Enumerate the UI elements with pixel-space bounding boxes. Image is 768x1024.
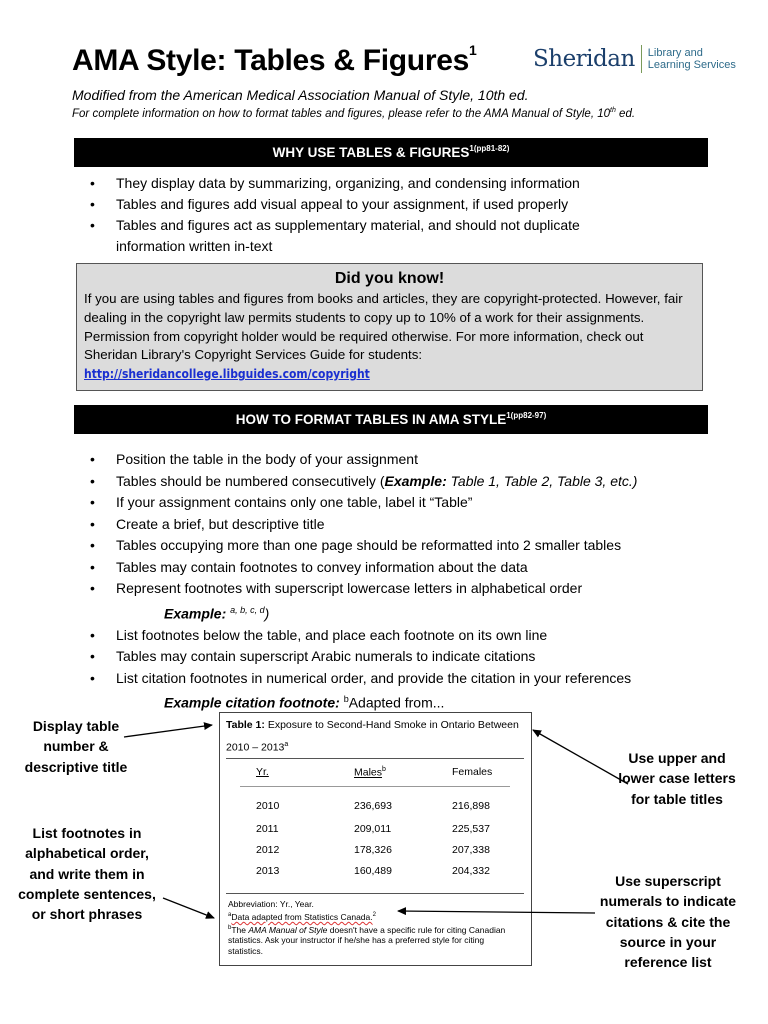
col-header-yr: Yr. — [256, 766, 269, 778]
arrow — [163, 898, 214, 918]
table-cell: 204,332 — [452, 865, 490, 877]
callout-citations: Use superscript numerals to indicate citations & cite the source in your reference list — [599, 873, 737, 971]
list-item: • Represent footnotes with superscript lowercase letters in alphabetical order — [88, 578, 728, 600]
table-cell: 216,898 — [452, 800, 490, 812]
table-footnote: $^a$Data adapted from Statistics Canada.$^2$ — [228, 911, 376, 922]
list-item: • Tables may contain superscript Arabic numerals to indicate citations — [88, 646, 728, 668]
subtitle-note: For complete information on how to format tables and figures, please refer to the AMA Manual of Style, 10th ed. — [72, 107, 636, 120]
callout-title-case: Use upper and lower case letters for table titles — [618, 750, 736, 807]
list-item: • If your assignment contains only one table, label it “Table” — [88, 492, 728, 514]
table-caption: Table 1: Exposure to Second-Hand Smoke in Ontario Between — [226, 719, 519, 731]
copyright-guide-link[interactable]: http://sheridancollege.libguides.com/copyright — [84, 367, 370, 382]
list-item: • Create a brief, but descriptive title — [88, 514, 728, 536]
table-cell: 2012 — [256, 844, 280, 856]
arrow — [398, 911, 595, 913]
table-cell: 236,693 — [354, 800, 392, 812]
page-title: AMA Style: Tables & Figures$^1$ — [72, 42, 477, 77]
table-cell: 225,537 — [452, 823, 490, 835]
list-item: • Tables occupying more than one page should be reformatted into 2 smaller tables — [88, 535, 728, 557]
section-heading-why: WHY USE TABLES & FIGURES $^{1(pp81-82)}$ — [74, 138, 708, 167]
list-example: Example citation footnote: $^b$Adapted from... — [164, 694, 445, 711]
list-example: Example: $^{a, b, c, d}$) — [164, 604, 270, 622]
list-item: • Tables and figures add visual appeal to your assignment, if used properly — [88, 194, 648, 215]
did-you-know-body: If you are using tables and figures from books and articles, they are copyright-protected. However, fair dealing in the copyright law permits students to copy up to 10% of a work for their assignments. Permission from copyright holder would be required otherwise. For more information, check out Sheridan Library's Copyright Services Guide for students: http://sheridancollege.libguides.com/copyright — [84, 291, 683, 382]
callout-footnotes: List footnotes in alphabetical order, and write them in complete sentences, or short phrases — [18, 825, 156, 923]
callout-table-title: Display table number & descriptive title — [24, 718, 128, 775]
table-caption-line2: 2010 – 2013$^a$ — [226, 741, 289, 754]
subtitle: Modified from the American Medical Association Manual of Style, 10th ed. — [72, 87, 529, 103]
table-cell: 2013 — [256, 865, 280, 877]
list-item: • Tables and figures act as supplementary material, and should not duplicate information written in-text — [88, 215, 648, 257]
did-you-know-title: Did you know! — [334, 270, 445, 287]
list-item: • List citation footnotes in numerical order, and provide the citation in your references — [88, 668, 728, 690]
arrow — [124, 725, 212, 737]
table-cell: 209,011 — [354, 823, 392, 835]
logo-subtext: Library and Learning Services — [647, 47, 736, 71]
table-cell: 2011 — [256, 823, 279, 835]
table-cell: 178,326 — [354, 844, 392, 856]
list-item: • They display data by summarizing, organizing, and condensing information — [88, 173, 648, 194]
list-item: • Tables may contain footnotes to convey information about the data — [88, 557, 728, 579]
arrow — [533, 730, 628, 784]
list-item: • Position the table in the body of your assignment — [88, 449, 728, 471]
list-item: • Tables should be numbered consecutively (Example: Table 1, Table 2, Table 3, etc.) — [88, 471, 728, 493]
table-cell: 160,489 — [354, 865, 392, 877]
list-item: • List footnotes below the table, and place each footnote on its own line — [88, 625, 728, 647]
table-cell: 2010 — [256, 800, 280, 812]
logo-brand: Sheridan — [533, 46, 635, 72]
table-footnote: Abbreviation: Yr., Year. — [228, 899, 314, 909]
table-cell: 207,338 — [452, 844, 490, 856]
col-header-males: Males$^b$ — [354, 766, 386, 779]
col-header-females: Females — [452, 766, 493, 778]
table-footnote: $^b$The AMA Manual of Style doesn't have a specific rule for citing Canadian statistics. Ask your instructor if he/she has a preferred style for citing statistics. — [228, 924, 506, 956]
section-heading-format: HOW TO FORMAT TABLES IN AMA STYLE $^{1(pp82-97)}$ — [74, 405, 708, 434]
